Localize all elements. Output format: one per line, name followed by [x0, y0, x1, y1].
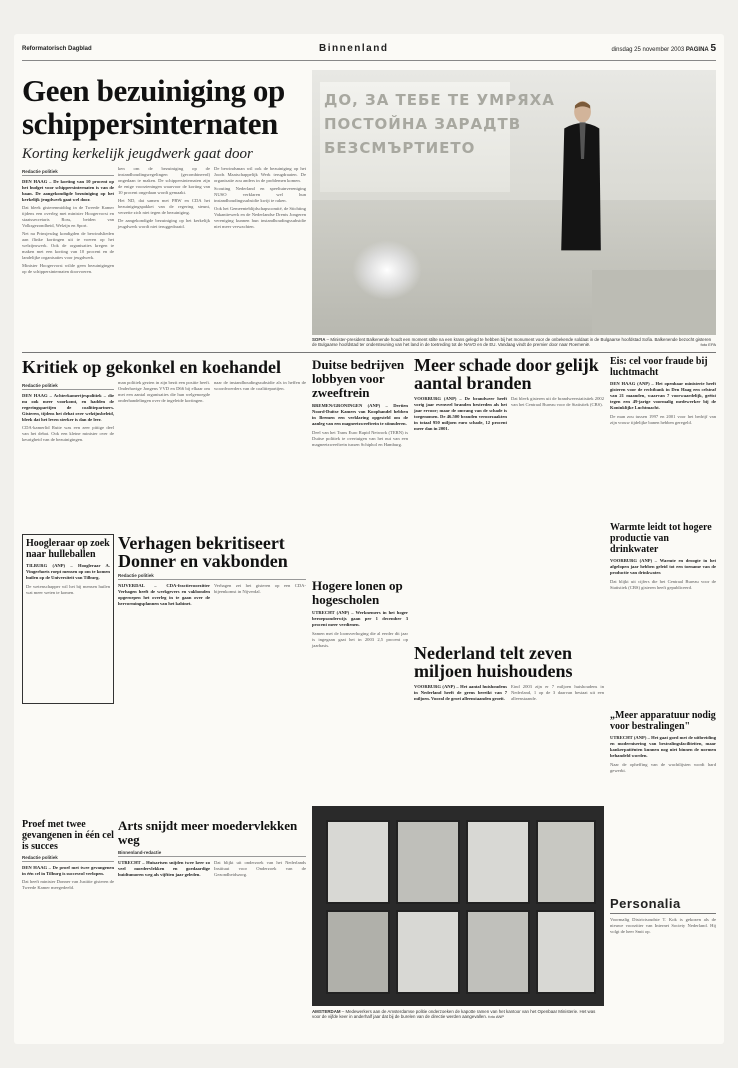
eis-headline: Eis: cel voor fraude bij luchtmacht: [610, 356, 708, 378]
page-header: [22, 40, 716, 61]
photo-amsterdam: [312, 806, 604, 1006]
hogere-headline: Hogere lonen op hogescholen: [312, 578, 403, 607]
schade-article: Meer schade door gelijk aantal branden VOORBURG (ANP) – De brandweer heeft vorig jaar evenveel branden bestreden als het jaar ervoor; maar de omvang van de schade is toegenomen. De 46.500 branden veroorzaakten in totaal 950 miljoen euro schade, 12 procent meer dan in 2001. Dat bleek gisteren uit de brandweerstatistiek 2002 van het Centraal Bureau voor de Statistiek (CBS).: [414, 355, 604, 431]
hoogleraar-headline: Hoogleraar op zoek naar hulleballen: [26, 538, 110, 560]
lead-intro: DEN HAAG – De korting van 10 procent op het budget voor schippersinternaten is van de baan. De aangekondigde bezuiniging op het kerkelijk jeugdwerk gaat wel door.: [22, 179, 114, 202]
schade-headline: Meer schade door gelijk aantal branden: [414, 355, 599, 393]
warmte-article: Warmte leidt tot hogere productie van drinkwater VOORBURG (ANP) – Warmte en droogte in het afgelopen jaar hebben geleid tot een toename van de productie van drinkwater. Dat blijkt uit cijfers die het Centraal Bureau voor de Statistiek (CBS) gisteren heeft gepubliceerd.: [610, 522, 716, 590]
hogere-article: Hogere lonen op hogescholen UTRECHT (ANP) – Werknemers in het hoger beroepsonderwijs gaan per 1 december 3 procent meer verdienen. Samen met de loonsverhoging die al eerder dit jaar is ingegaan gaat het in 2003 2,5 procent op jaarbasis.: [312, 578, 408, 648]
kritiek-col-3: naar de instandhoudingssubsidie als in heffen de woordvoerders van de coalitiepartijen.: [214, 380, 306, 391]
newspaper-page: [14, 34, 724, 1044]
verhagen-article: Verhagen bekritiseert Donner en vakbonden Redactie politiek NIJVERDAL – CDA-fractievoorzitter Verhagen heeft de werkgevers en vakbonden opgeroepen het overleg in te gaan over de hervormingsplannen van het kabinet. Verhagen zei het gisteren op een CDA-bijeenkomst in Nijverdal.: [118, 533, 306, 606]
proef-headline: Proef met twee gevangenen in één cel is succes: [22, 819, 114, 852]
nederland-article: Nederland telt zeven miljoen huishoudens VOORBURG (ANP) – Het aantal huishoudens in Nederland heeft de grens bereikt van 7 miljoen. Vooral de groei alleenstaanden groeit. Eind 2003 zijn er 7 miljoen huishoudens in Nederland, 1 op de 3 daarvan bestaat uit een alleenstaande.: [414, 643, 604, 701]
kritiek-col-1: Redactie politiek DEN HAAG – Achterkamertjespolitiek – die nu ook meer voorkomt, en hadden de regeringspartijen de coalitiepartners. Gisteren, tijdens het debat over welzijnsbeleid, bleek dat het leven sterker is dan de leer. CDA-kamerlid Rutte was een zeer pittige deel van het debat. Ook een kleine minister over de keurigheid van de bezuinigingen.: [22, 383, 114, 442]
photo2-caption: AMSTERDAM – Medewerkers aan de Amsterdamse politie onderzoeken de kapotte ramen van het kantoor van het Openbaar Ministerie. Het was voor de vijfde keer in anderhalf jaar dat bij de burelen van de directie werden aangevallen. foto ANP: [312, 1009, 596, 1020]
personalia-article: Personalia Voormalig Districtsoudste T. Kok is gekozen als de nieuwe voorzitter van Internet Society Nederland. Hij volgt de heer Smit op.: [610, 896, 716, 934]
photo1-caption: SOFIA – Minister-president Balkenende houdt een moment stilte na een krans gelegd te hebben bij het monument voor de onbekende soldaat in de Bulgaarse hoofdstad Sofia. Balkenende bezocht gisteren de Bulgaarse hoofdstad ter ondersteuning van het land in de toetreding tot de NAVO en de EU. Vandaag vindt de premier door naar Roemenië. foto EPA: [312, 337, 716, 348]
section-name: Binnenland: [319, 43, 389, 54]
divider: [22, 352, 716, 353]
lead-subtitle: Korting kerkelijk jeugdwerk gaat door: [22, 146, 253, 162]
arts-headline: Arts snijdt meer moedervlekken weg: [118, 818, 298, 847]
verhagen-headline: Verhagen bekritiseert Donner en vakbonden: [118, 533, 288, 571]
paper-name: Reformatorisch Dagblad: [22, 46, 92, 52]
arts-article: Arts snijdt meer moedervlekken weg Binnenland-redactie UTRECHT – Huisartsen snijden twee keer zo veel moedervlekken en goedaardige huidtumoren weg als vijftien jaar geleden. Dat blijkt uit onderzoek van het Nederlands Instituut voor Onderzoek van de Gezondheidszorg.: [118, 818, 306, 877]
meer-article: „Meer apparatuur nodig voor bestralingen" UTRECHT (ANP) – Het gaat goed met de uitbreiding en modernisering van bestralingsfaciliteiten, maar kankerpatiënten kunnen nog niet binnen de normen behandeld worden. Naar de opheffing van de wachtlijsten wordt hard gewerkt.: [610, 710, 716, 773]
eis-article: Eis: cel voor fraude bij luchtmacht DEN HAAG (ANP) – Het openbaar ministerie heeft gisteren voor de rechtbank in Den Haag een celstraf van 21 maanden, waarvan 7 voorwaardelijk, geëist tegen een 49-jarige voormalig medewerker bij de Koninklijke Luchtmacht. De man zou tussen 1997 en 2001 voor het bedrijf van zijn vrouw tijdelijke banen hebben geregeld.: [610, 356, 716, 425]
flame: [352, 240, 422, 300]
photo-sofia: [312, 70, 716, 335]
hoogleraar-box: Hoogleraar op zoek naar hulleballen TILBURG (ANP) – Hoogleraar A. Vingerhoets roept mensen op om te komen huilen op de Universiteit van Tilburg. De wetenschapper wil het bij mensen huilen wat meer weten te komen.: [22, 534, 114, 704]
kritiek-headline: Kritiek op gekonkel en koehandel: [22, 357, 282, 377]
premier-figure: [552, 98, 607, 258]
personalia-headline: Personalia: [610, 896, 681, 911]
lead-headline: Geen bezuiniging op schippersinternaten: [22, 73, 285, 141]
lead-col-2: ken om de bezuiniging op de instandhoudingsregelingen (gecombineerd) ongedaan te maken. De schippersinternaten zijn de enige voorzieningen waarvoor de korting van 10 procent ongedaan wordt gemaakt. Het ND, dat samen met PRW en CDA het bezuinigingspakket van de regering steunt, verzette zich niet tegen de bezuiniging. De aangekondigde bezuiniging op het kerkelijk jeugdwerk wordt niet teruggedraaid.: [118, 166, 210, 229]
lead-col-1: Redactie politiek DEN HAAG – De korting van 10 procent op het budget voor schippersinternaten is van de baan. De aangekondigde bezuiniging op het kerkelijk jeugdwerk gaat wel door. Dat bleek gisterenmiddag in de Tweede Kamer tijdens een overleg met minister Hoogervorst en staatssecretaris Ross, beiden van Volksgezondheid, Welzijn en Sport. Net na Prinsjesdag kondigden de bewindslieden aan flinke kortingen uit te voeren op het welzijnswerk. Ook de organisaties kregen te maken met een korting van 10 procent en de landelijke organisaties voor jeugdwerk. Minister Hoogervorst wilde geen bezuinigingen op de schippersinternaten doorvoeren.: [22, 169, 114, 274]
duitse-headline: Duitse bedrijven lobbyen voor zweeftrein: [312, 357, 405, 400]
nederland-headline: Nederland telt zeven miljoen huishoudens: [414, 643, 573, 681]
kritiek-col-2: man politiek gezien in zijn bezit een positie heeft. Onderhavige Jongens VVD en D66 bij elkaar om met een aantal organisaties die hun welgenoegde onderhandelingen over de ingeleide kortingen.: [118, 380, 210, 403]
warmte-headline: Warmte leidt tot hogere productie van drinkwater: [610, 522, 712, 555]
meer-headline: „Meer apparatuur nodig voor bestralingen": [610, 710, 716, 732]
proef-article: Proef met twee gevangenen in één cel is succes Redactie politiek DEN HAAG – De proef met twee gevangenen in één cel in Tilburg is succesvol verlopen. Dat heeft minister Donner van Justitie gisteren de Tweede Kamer meegedeeld.: [22, 819, 114, 890]
lead-col-3: De bewindsman wil ook de bezuiniging op het Joods Maatschappelijk Werk terugdraaien. De organisatie zou anders in de problemen komen. Scouting Nederland en speeltuinvereniging NUSO verklaren wel hun instandhoudingssubsidie kwijt te raken. Ook het Gemeenteblijdschapscomité, de Stichting Vakantiewerk en de Nederlandse Drents Jongeren vereniging kunnen hun instandhoudingssubsidie niet meer verwachten.: [214, 166, 306, 229]
page-info: dinsdag 25 november 2003 PAGINA 5: [611, 43, 716, 54]
byline: Redactie politiek: [22, 169, 114, 176]
duitse-article: Duitse bedrijven lobbyen voor zweeftrein BREMEN/GRONINGEN (ANP) – Dertien Noord-Duitse Kamers van Koophandel hebben in Bremen een verklaring opgesteld om de aanleg van een magneetzweeftrein te stimuleren. Deel van het Trans Euro Rapid Network (TERN) is Duitse politiek te overtuigen van het nut van een magneetzweeftrein tussen Schiphol en Hamburg.: [312, 357, 408, 447]
monument-stone: ДО, ЗА ТЕБЕ ТЕ УМРЯХА ПОСТОЙНА ЗАРАДТВ БЕЗСМЪРТИЕТО: [320, 82, 510, 192]
